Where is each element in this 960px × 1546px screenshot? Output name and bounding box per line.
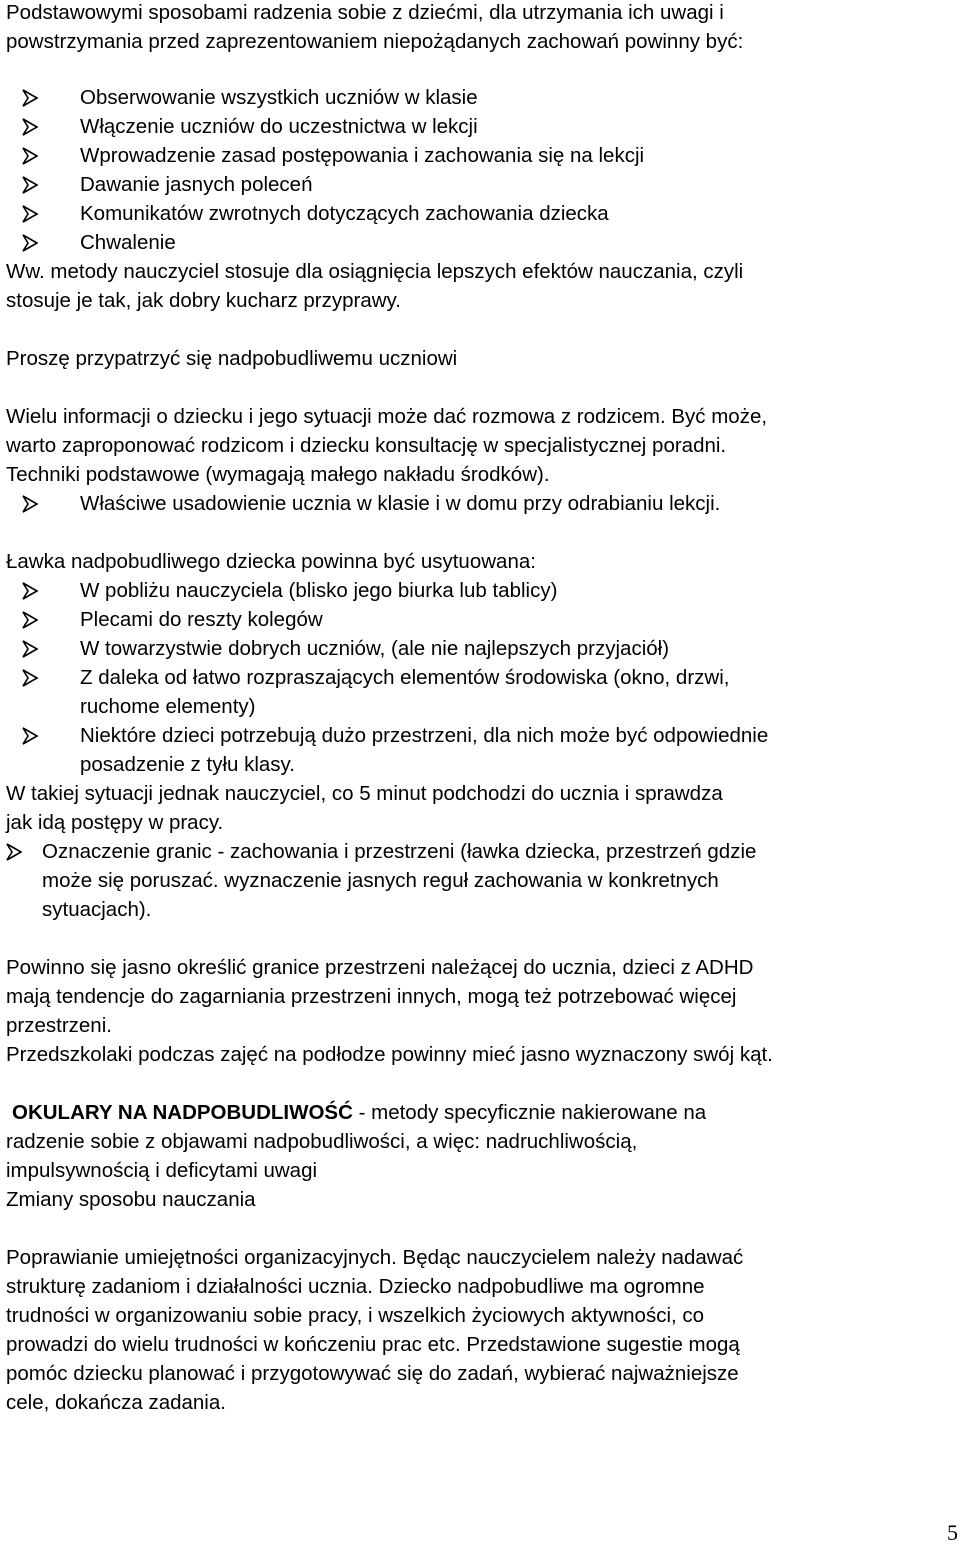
arrow-bullet-icon — [22, 669, 38, 687]
info-line-2: warto zaproponować rodzicom i dziecku konsultację w specjalistycznej poradni. — [6, 434, 727, 457]
space-line-2: mają tendencje do zagarniania przestrzeni innych, mogą też potrzebować więcej — [6, 985, 737, 1008]
methods-line-1: Ww. metody nauczyciel stosuje dla osiągnięcia lepszych efektów nauczania, czyli — [6, 260, 744, 283]
arrow-bullet-icon — [22, 611, 38, 629]
list-item-text: Chwalenie — [80, 231, 176, 254]
list-item-text: Właściwe usadowienie ucznia w klasie i w domu przy odrabianiu lekcji. — [80, 492, 721, 515]
org-line-6: cele, dokańcza zadania. — [6, 1391, 226, 1414]
arrow-bullet-icon — [22, 495, 38, 513]
list-item-continuation: może się poruszać. wyznaczenie jasnych reguł zachowania w konkretnych — [42, 869, 719, 892]
info-line-3: Techniki podstawowe (wymagają małego nakładu środków). — [6, 463, 550, 486]
org-line-1: Poprawianie umiejętności organizacyjnych. Będąc nauczycielem należy nadawać — [6, 1246, 744, 1269]
org-line-2: strukturę zadaniom i działalności ucznia. Dziecko nadpobudliwe ma ogromne — [6, 1275, 705, 1298]
org-line-5: pomóc dziecku planować i przygotowywać się do zadań, wybierać najważniejsze — [6, 1362, 739, 1385]
arrow-bullet-icon — [22, 727, 38, 745]
list-item-text: Wprowadzenie zasad postępowania i zachowania się na lekcji — [80, 144, 645, 167]
arrow-bullet-icon — [22, 582, 38, 600]
look-line: Proszę przypatrzyć się nadpobudliwemu uczniowi — [6, 347, 458, 370]
arrow-bullet-icon — [22, 147, 38, 165]
methods-line-2: stosuje je tak, jak dobry kucharz przyprawy. — [6, 289, 401, 312]
glasses-heading: OKULARY NA NADPOBUDLIWOŚĆ — [12, 1101, 353, 1124]
glasses-line-3: impulsywnością i deficytami uwagi — [6, 1159, 318, 1182]
list-item-text: Obserwowanie wszystkich uczniów w klasie — [80, 86, 478, 109]
list-item-text: Z daleka od łatwo rozpraszających elementów środowiska (okno, drzwi, — [80, 666, 730, 689]
list-item-continuation: sytuacjach). — [42, 898, 152, 921]
list-item-text: W pobliżu nauczyciela (blisko jego biurka lub tablicy) — [80, 579, 558, 602]
glasses-line-2: radzenie sobie z objawami nadpobudliwości, a więc: nadruchliwością, — [6, 1130, 638, 1153]
arrow-bullet-icon — [6, 843, 22, 861]
list-item-text: Oznaczenie granic - zachowania i przestrzeni (ławka dziecka, przestrzeń gdzie — [42, 840, 757, 863]
list-item-text: Komunikatów zwrotnych dotyczących zachowania dziecka — [80, 202, 609, 225]
info-line-1: Wielu informacji o dziecku i jego sytuacji może dać rozmowa z rodzicem. Być może, — [6, 405, 768, 428]
list-item-text: Dawanie jasnych poleceń — [80, 173, 313, 196]
desk-heading: Ławka nadpobudliwego dziecka powinna być usytuowana: — [6, 550, 536, 573]
arrow-bullet-icon — [22, 205, 38, 223]
situation-line-2: jak idą postępy w pracy. — [6, 811, 224, 834]
org-line-4: prowadzi do wielu trudności w kończeniu prac etc. Przedstawione sugestie mogą — [6, 1333, 740, 1356]
arrow-bullet-icon — [22, 640, 38, 658]
intro-line-2: powstrzymania przed zaprezentowaniem niepożądanych zachowań powinny być: — [6, 30, 744, 53]
list-item-continuation: posadzenie z tyłu klasy. — [80, 753, 295, 776]
list-item-text: W towarzystwie dobrych uczniów, (ale nie najlepszych przyjaciół) — [80, 637, 670, 660]
arrow-bullet-icon — [22, 118, 38, 136]
glasses-line-4: Zmiany sposobu nauczania — [6, 1188, 256, 1211]
list-item-text: Włączenie uczniów do uczestnictwa w lekcji — [80, 115, 478, 138]
list-item-text: Plecami do reszty kolegów — [80, 608, 323, 631]
page-number: 5 — [947, 1520, 958, 1545]
situation-line-1: W takiej sytuacji jednak nauczyciel, co 5 minut podchodzi do ucznia i sprawdza — [6, 782, 723, 805]
arrow-bullet-icon — [22, 89, 38, 107]
list-item-text: Niektóre dzieci potrzebują dużo przestrzeni, dla nich może być odpowiednie — [80, 724, 769, 747]
glasses-heading-line — [12, 1100, 706, 1126]
org-line-3: trudności w organizowaniu sobie pracy, i wszelkich życiowych aktywności, co — [6, 1304, 705, 1327]
space-line-4: Przedszkolaki podczas zajęć na podłodze powinny mieć jasno wyznaczony swój kąt. — [6, 1043, 773, 1066]
list-item-continuation: ruchome elementy) — [80, 695, 256, 718]
space-line-3: przestrzeni. — [6, 1014, 112, 1037]
arrow-bullet-icon — [22, 176, 38, 194]
intro-line-1: Podstawowymi sposobami radzenia sobie z dziećmi, dla utrzymania ich uwagi i — [6, 1, 724, 24]
arrow-bullet-icon — [22, 234, 38, 252]
space-line-1: Powinno się jasno określić granice przestrzeni należącej do ucznia, dzieci z ADHD — [6, 956, 754, 979]
glasses-heading-rest: - metody specyficznie nakierowane na — [352, 1101, 707, 1124]
